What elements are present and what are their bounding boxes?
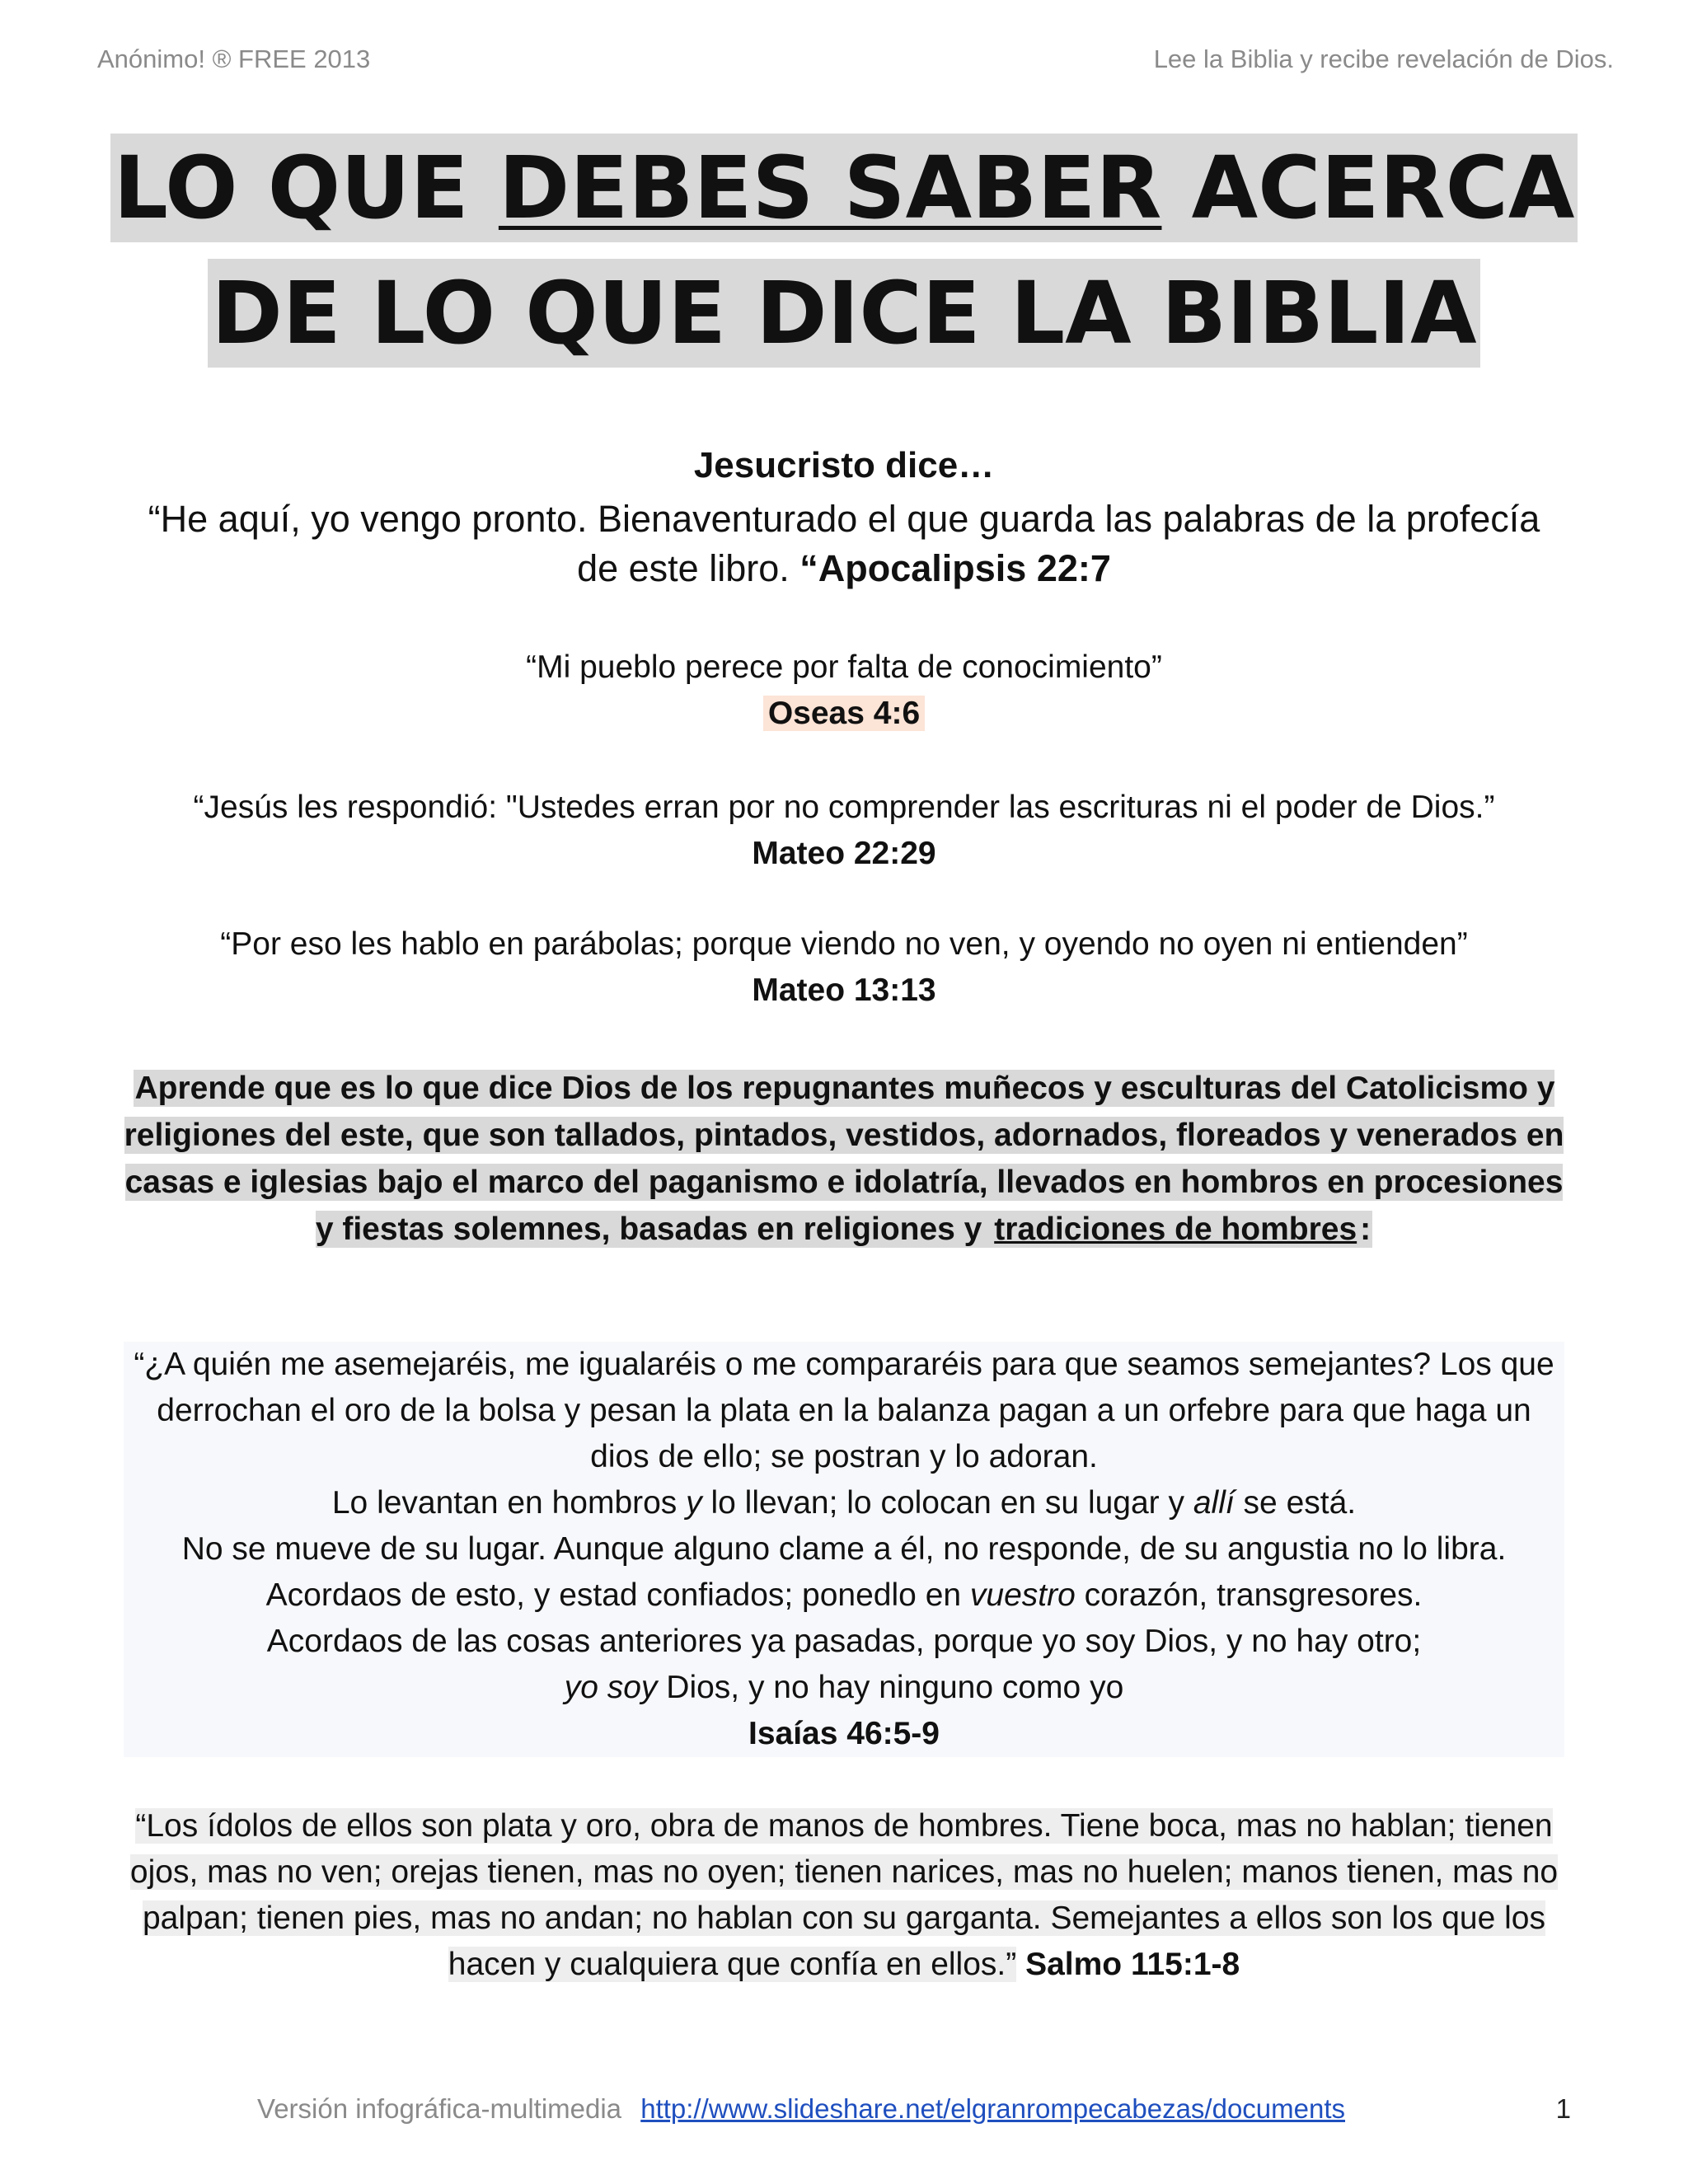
teaching-paragraph [124,1065,1564,1253]
salmo-ref: Salmo 115:1-8 [1016,1947,1240,1982]
isaias-line: Lo levantan en hombros y lo llevan; lo colocan en su lugar y allí se está. [331,1485,1357,1521]
footer-link[interactable]: http://www.slideshare.net/elgranrompecabezas/documents [640,2093,1346,2124]
header-right: Lee la Biblia y recibe revelación de Dios. [1153,45,1614,73]
footer-label: Versión infográfica-multimedia [257,2093,622,2124]
isaias-ref: Isaías 46:5-9 [748,1716,940,1751]
isaias-line: “¿A quién me asemejaréis, me igualaréis o me compararéis para que seamos semejantes? Los que derrochan el oro de la bolsa y pesan la plata en la balanza pagan a un orfebre para que haga un dios de ello; se postran y lo adoran. [134,1347,1554,1474]
isaias-line: No se mueve de su lugar. Aunque alguno clame a él, no responde, de su angustia no lo libra. Acordaos de esto, y estad confiados; ponedlo en vuestro corazón, transgresores. [181,1531,1507,1613]
footer [257,2093,1345,2125]
isaias-quote [124,1342,1564,1757]
quote-text: “Jesús les respondió: "Ustedes erran por no comprender las escrituras ni el poder de Dios.” [193,790,1495,825]
quote-text: “Por eso les hablo en parábolas; porque viendo no ven, y oyendo no oyen ni entienden” [220,926,1468,962]
title-underlined: DEBES SABER [498,138,1162,238]
title-part: ACERCA [1161,138,1575,238]
title-line-2: DE LO QUE DICE LA BIBLIA [208,259,1479,368]
quote-text: “Mi pueblo perece por falta de conocimiento” [526,649,1162,685]
quote-ref: Mateo 22:29 [752,836,936,871]
isaias-line: Acordaos de las cosas anteriores ya pasadas, porque yo soy Dios, y no hay otro; [266,1624,1422,1659]
jesus-heading: Jesucristo dice… [693,445,995,485]
quote-ref: “Apocalipsis 22:7 [799,547,1111,589]
title-line-1 [110,134,1578,242]
page-title [0,134,1688,384]
quote-ref: Mateo 13:13 [752,972,936,1008]
quote-ref: Oseas 4:6 [763,696,925,731]
teaching-colon: : [1360,1212,1372,1247]
teaching-underlined: tradiciones de hombres [994,1212,1357,1247]
page-number: 1 [1555,2093,1571,2124]
quote-block-oseas [124,644,1564,737]
quote-block-mateo-22 [124,785,1564,877]
teaching-text: Aprende que es lo que dice Dios de los repugnantes muñecos y esculturas del Catolicismo y religiones del este, que son tallados, pintados, vestidos, adornados, floreados y venerados en casas e iglesias bajo el marco del paganismo e idolatría, llevados en hombros en procesiones y fiestas solemnes, basadas en religiones y [124,1071,1564,1247]
quote-block-mateo-13 [124,921,1564,1014]
title-part: LO QUE [113,138,499,238]
salmo-text: “Los ídolos de ellos son plata y oro, obra de manos de hombres. Tiene boca, mas no hablan; tienen ojos, mas no ven; orejas tienen, mas no oyen; tienen narices, mas no huelen; manos tienen, mas no palpan; tienen pies, mas no andan; no hablan con su garganta. Semejantes a ellos son los que los hacen y cualquiera que confía en ellos.” [129,1808,1559,1982]
header-left: Anónimo! ® FREE 2013 [97,45,371,73]
isaias-line: yo soy Dios, y no hay ninguno como yo [564,1670,1124,1705]
quote-text: “He aquí, yo vengo pronto. Bienaventurado el que guarda las palabras de la profecía de este libro. [148,498,1540,589]
apocalipsis-quote [124,494,1564,593]
salmo-quote [124,1803,1564,1988]
